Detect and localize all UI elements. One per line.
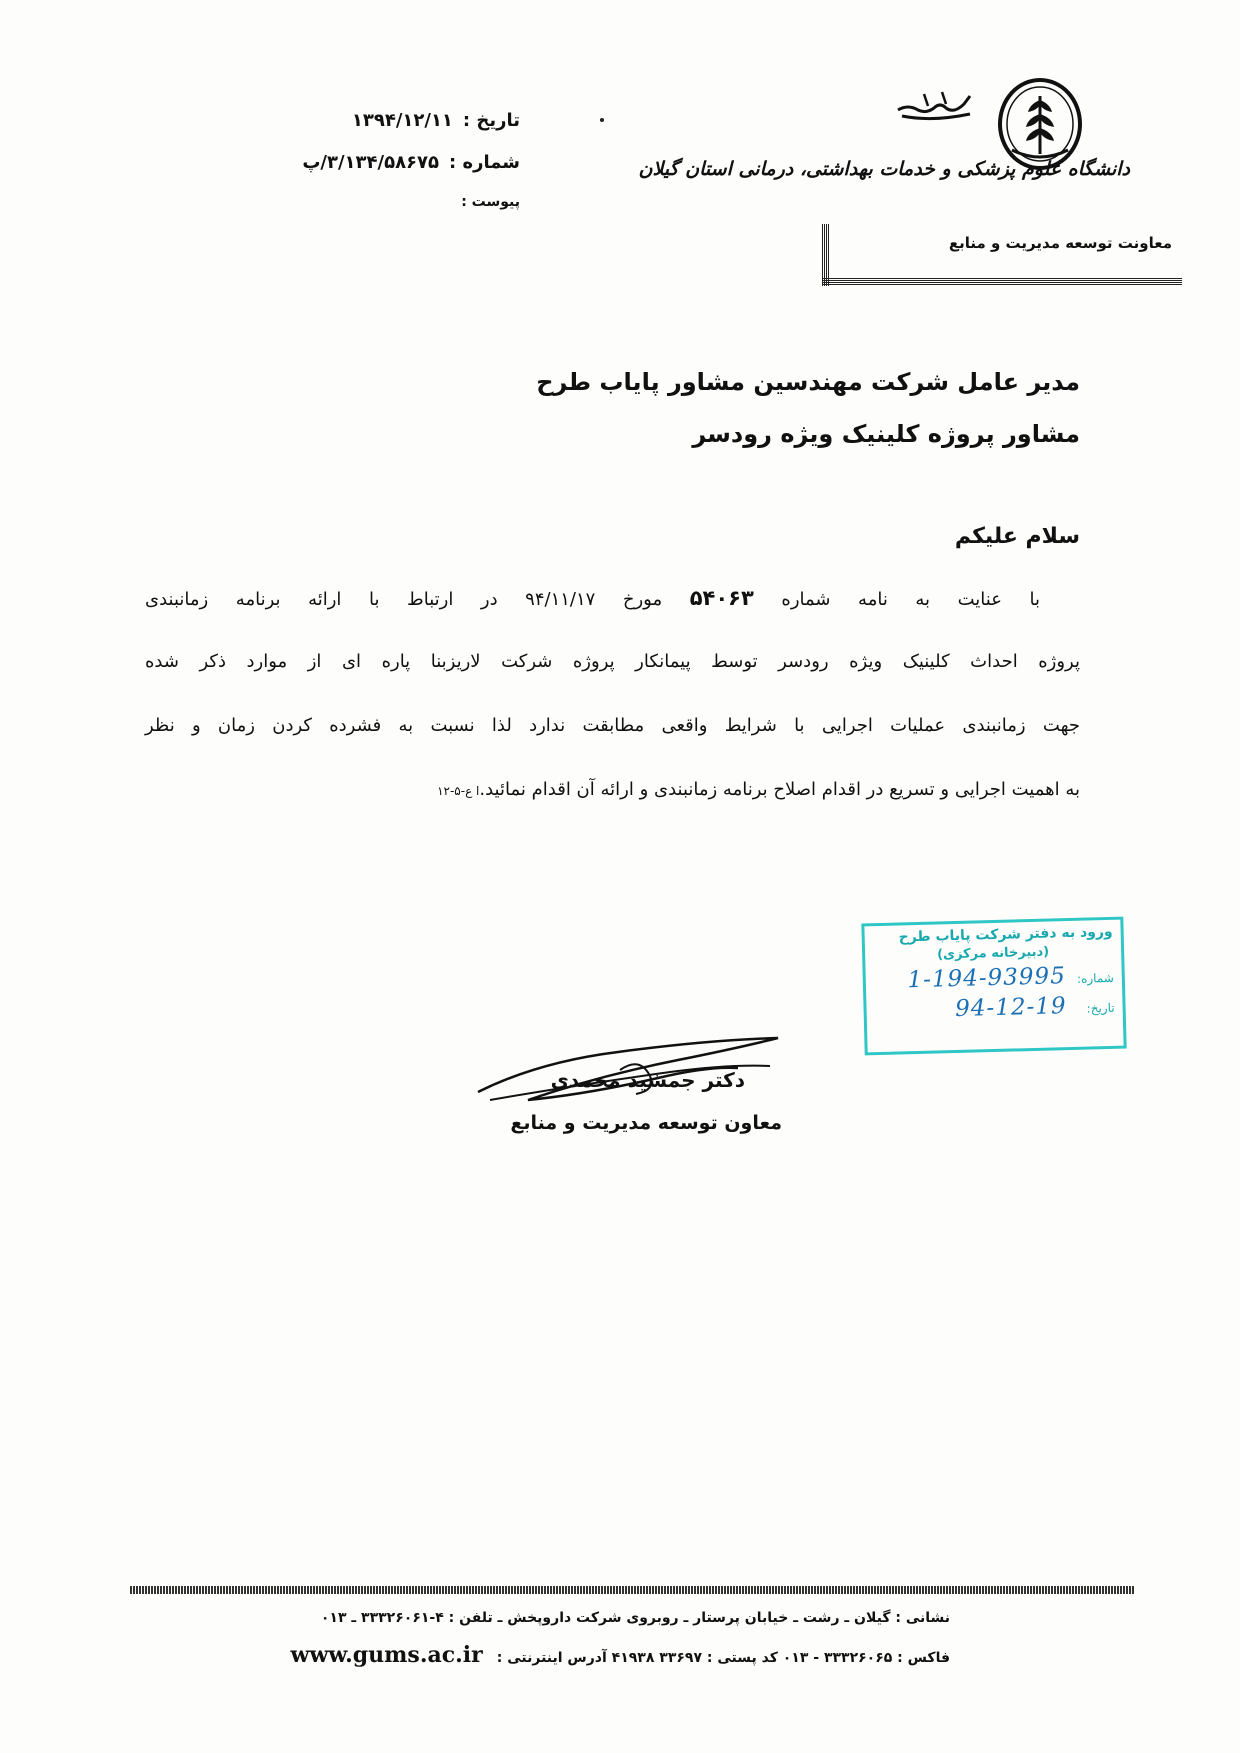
stamp-line-2: (دبیرخانه مرکزی) xyxy=(936,944,1050,963)
receipt-stamp xyxy=(861,917,1126,1056)
stamp-line-1: ورود به دفتر شرکت پایاب طرح xyxy=(898,923,1113,946)
stamp-number-row xyxy=(873,962,1114,994)
body-line-2: پروژه احداث کلینیک ویژه رودسر توسط پیمانکار پروژه شرکت لاریزبنا پاره ای از موارد ذکر شده xyxy=(145,651,1080,672)
department-box xyxy=(822,224,1182,286)
footer-website-link[interactable]: www.gums.ac.ir xyxy=(290,1642,483,1668)
attachment-row xyxy=(220,194,520,224)
number-label: شماره : xyxy=(449,152,520,173)
stamp-date-value: 94-12-19 xyxy=(954,993,1067,1023)
stamp-date-label: تاریخ: xyxy=(1086,1000,1115,1016)
body-line-3: جهت زمانبندی عملیات اجرایی با شرایط واقعی مطابقت ندارد لذا نسبت به فشرده کردن زمان و نظر xyxy=(145,715,1080,736)
date-value: ۱۳۹۴/۱۲/۱۱ xyxy=(351,110,453,131)
footer-divider xyxy=(130,1586,1135,1594)
university-name: دانشگاه علوم پزشکی و خدمات بهداشتی، درمانی استان گیلان xyxy=(638,158,1130,180)
date-row xyxy=(220,110,520,152)
signer-title: معاون توسعه مدیریت و منابع xyxy=(510,1112,782,1134)
stamp-date-row xyxy=(874,992,1115,1024)
stamp-number-value: 1-194-93995 xyxy=(907,963,1067,994)
letter-body xyxy=(145,578,1080,834)
footer-address: نشانی : گیلان ـ رشت ـ خیابان پرستار ـ روبروی شرکت داروپخش ـ تلفن : ۴-۳۳۳۲۶۰۶۱ ـ ۰۱۳ xyxy=(320,1610,950,1626)
date-label: تاریخ : xyxy=(462,110,520,131)
body-line-4-text: به اهمیت اجرایی و تسریع در اقدام اصلاح برنامه زمانبندی و ارائه آن اقدام نمائید. xyxy=(479,779,1080,800)
department-box-border xyxy=(822,278,1182,286)
number-row xyxy=(220,152,520,194)
footer-contact xyxy=(291,1642,950,1668)
letter-meta xyxy=(220,110,520,224)
body-line-4 xyxy=(145,770,1080,834)
signer-name: دکتر جمشید محمدی xyxy=(550,1068,745,1092)
stamp-number-label: شماره: xyxy=(1076,970,1115,986)
body-line-1-a: با عنایت به نامه شماره xyxy=(781,589,1041,610)
besmellah-calligraphy-icon xyxy=(894,88,978,122)
department-name: معاونت توسعه مدیریت و منابع xyxy=(948,234,1172,252)
body-line-1-b: مورخ ۹۴/۱۱/۱۷ در ارتباط با ارائه برنامه زمانبندی xyxy=(145,589,663,610)
addressee-line-1: مدیر عامل شرکت مهندسین مشاور پایاب طرح xyxy=(536,368,1080,396)
greeting: سلام علیکم xyxy=(954,524,1080,549)
footer-fax: فاکس : ۳۳۳۲۶۰۶۵ - ۰۱۳ کد پستی : ۳۳۶۹۷ ۴۱۹۳۸ آدرس اینترنتی : xyxy=(496,1650,950,1666)
ink-dot xyxy=(600,118,604,122)
body-line-1 xyxy=(145,578,1080,642)
number-value: ۳/۱۳۴/۵۸۶۷۵/پ xyxy=(302,152,440,173)
addressee-line-2: مشاور پروژه کلینیک ویژه رودسر xyxy=(692,420,1080,448)
body-ref-code: ا ع-۵-۱۲ xyxy=(437,784,480,798)
reference-letter-number: ۵۴۰۶۳ xyxy=(689,586,754,610)
attachment-label: پیوست : xyxy=(461,194,520,210)
addressee xyxy=(380,356,1080,460)
department-box-border xyxy=(822,224,830,286)
